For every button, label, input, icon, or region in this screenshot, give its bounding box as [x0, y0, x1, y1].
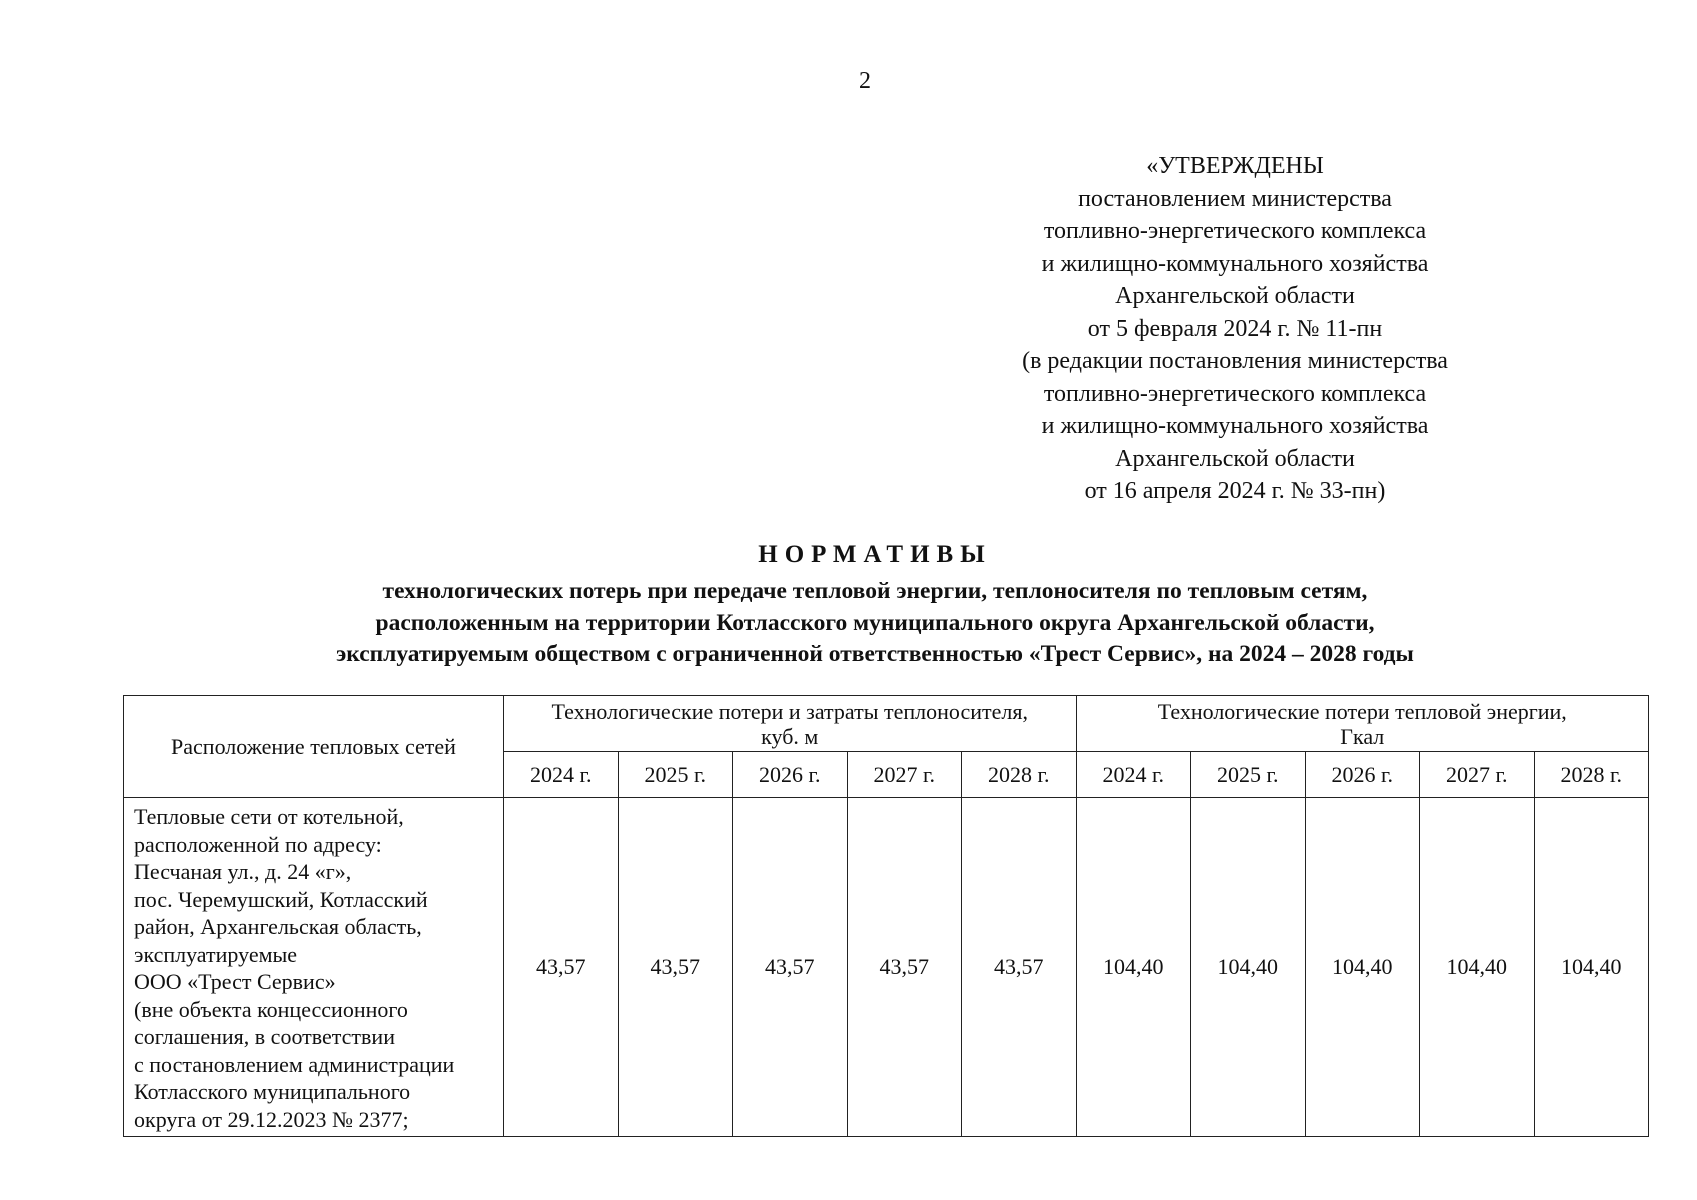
location-line: расположенной по адресу:	[134, 831, 382, 857]
approval-line: «УТВЕРЖДЕНЫ	[1146, 153, 1324, 179]
location-line: (вне объекта концессионного	[134, 996, 408, 1022]
coolant-losses-header-unit: куб. м	[761, 723, 819, 749]
document-subtitle-line: эксплуатируемым обществом с ограниченной ответственностью «Трест Сервис», на 2024 – 2028 годы	[336, 641, 1414, 667]
year-header-heat-2024: 2024 г.	[1076, 752, 1191, 798]
coolant-value-2026: 43,57	[733, 798, 848, 1137]
year-header-heat-2028: 2028 г.	[1534, 752, 1649, 798]
heat-losses-header-unit: Гкал	[1340, 723, 1385, 749]
coolant-losses-header-line1: Технологические потери и затраты теплоносителя,	[551, 698, 1028, 724]
heat-value-2024: 104,40	[1076, 798, 1191, 1137]
document-subtitle-line: расположенным на территории Котласского муниципального округа Архангельской области,	[375, 609, 1375, 636]
document-subtitle-line: технологических потерь при передаче тепловой энергии, теплоносителя по тепловым сетям,	[382, 578, 1368, 604]
document-heading	[100, 538, 1650, 671]
year-header-coolant-2024: 2024 г.	[504, 752, 619, 798]
page-number: 2	[859, 68, 871, 94]
coolant-value-2027: 43,57	[847, 798, 962, 1137]
year-header-coolant-2025: 2025 г.	[618, 752, 733, 798]
location-line: Песчаная ул., д. 24 «г»,	[134, 859, 352, 884]
document-title: НОРМАТИВЫ	[758, 541, 992, 568]
heat-value-2026: 104,40	[1305, 798, 1420, 1137]
location-line: пос. Черемушский, Котласский	[134, 886, 428, 912]
location-line: соглашения, в соответствии	[134, 1024, 395, 1049]
approval-line: от 16 апреля 2024 г. № 33-пн)	[1084, 478, 1386, 504]
coolant-value-2028: 43,57	[962, 798, 1077, 1137]
approval-line: Архангельской области	[1115, 283, 1355, 309]
year-header-coolant-2027: 2027 г.	[847, 752, 962, 798]
approval-line: и жилищно-коммунального хозяйства	[1041, 413, 1429, 439]
location-cell	[124, 798, 504, 1137]
approval-line: топливно-энергетического комплекса	[1043, 218, 1427, 244]
norms-table	[123, 695, 1649, 1137]
heat-value-2028: 104,40	[1534, 798, 1649, 1137]
approval-line: от 5 февраля 2024 г. № 11-пн	[1087, 315, 1383, 342]
approval-line: и жилищно-коммунального хозяйства	[1041, 250, 1429, 277]
year-header-coolant-2026: 2026 г.	[733, 752, 848, 798]
location-column-header: Расположение тепловых сетей	[124, 696, 504, 798]
coolant-value-2025: 43,57	[618, 798, 733, 1137]
approval-line: постановлением министерства	[1078, 185, 1392, 212]
location-line: с постановлением администрации	[134, 1051, 455, 1077]
coolant-losses-header	[504, 696, 1077, 752]
year-header-heat-2027: 2027 г.	[1420, 752, 1535, 798]
location-line: Котласского муниципального	[134, 1079, 411, 1104]
location-line: эксплуатируемые	[134, 941, 298, 967]
year-header-heat-2025: 2025 г.	[1191, 752, 1306, 798]
location-line: ООО «Трест Сервис»	[134, 969, 336, 994]
heat-losses-header-line1: Технологические потери тепловой энергии,	[1157, 698, 1567, 724]
location-line: округа от 29.12.2023 № 2377;	[134, 1106, 409, 1132]
table-header-row	[124, 696, 1649, 752]
coolant-value-2024: 43,57	[504, 798, 619, 1137]
location-line: район, Архангельская область,	[134, 914, 422, 939]
year-header-coolant-2028: 2028 г.	[962, 752, 1077, 798]
approval-line: Архангельской области	[1115, 445, 1355, 472]
table-row	[124, 798, 1649, 1137]
approval-stamp-block	[990, 150, 1480, 508]
approval-line: топливно-энергетического комплекса	[1043, 380, 1427, 407]
heat-value-2025: 104,40	[1191, 798, 1306, 1137]
location-line: Тепловые сети от котельной,	[134, 804, 404, 829]
approval-line: (в редакции постановления министерства	[1022, 348, 1448, 374]
year-header-heat-2026: 2026 г.	[1305, 752, 1420, 798]
heat-value-2027: 104,40	[1420, 798, 1535, 1137]
heat-losses-header	[1076, 696, 1649, 752]
